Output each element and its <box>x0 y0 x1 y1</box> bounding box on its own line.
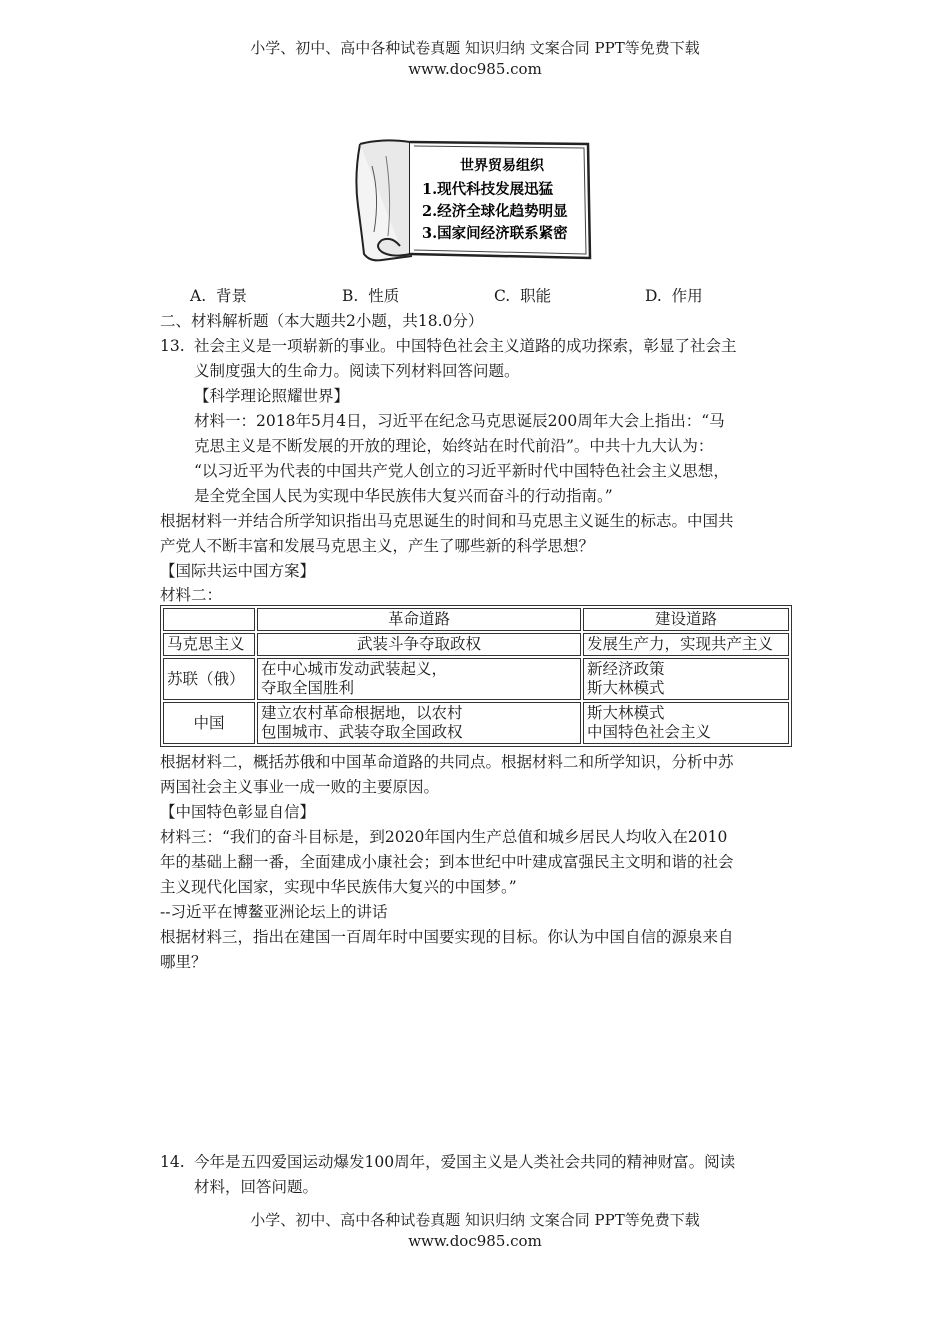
table-header-construction: 建设道路 <box>583 608 789 631</box>
q13-question3-line2: 哪里？ <box>160 953 207 971</box>
q13-material3-line2: 年的基础上翻一番，全面建成小康社会；到本世纪中叶建成富强民主文明和谐的社会 <box>160 853 734 871</box>
table-row <box>163 633 789 656</box>
table-cell-construction <box>583 658 789 700</box>
q13-question1-line2: 产党人不断丰富和发展马克思主义，产生了哪些新的科学思想？ <box>160 537 595 555</box>
footer-line-1: 小学、初中、高中各种试卷真题 知识归纳 文案合同 PPT等免费下载 <box>250 1211 700 1229</box>
q13-intro-1: 社会主义是一项崭新的事业。中国特色社会主义道路的成功探索，彰显了社会主 <box>194 337 737 355</box>
figure-item-1: 1.现代科技发展迅猛 <box>422 181 554 198</box>
q13-material2-label: 材料二： <box>160 586 223 604</box>
option-b[interactable] <box>342 284 399 309</box>
section-2-heading: 二、材料解析题（本大题共2小题，共18.0分） <box>160 312 484 330</box>
cell-line: 斯大林模式 <box>587 704 665 722</box>
table-row-name: 中国 <box>163 702 255 744</box>
q13-part1-title: 【科学理论照耀世界】 <box>194 387 350 405</box>
table-cell-construction <box>583 702 789 744</box>
q14-line1: 今年是五四爱国运动爆发100周年，爱国主义是人类社会共同的精神财富。阅读 <box>194 1153 736 1171</box>
scroll-drawing <box>352 136 592 266</box>
option-c-text: 职能 <box>520 287 552 305</box>
table-cell-revolution <box>257 658 581 700</box>
q13-part2-title: 【国际共运中国方案】 <box>160 562 316 580</box>
q13-material1-line1: 材料一：2018年5月4日，习近平在纪念马克思诞辰200周年大会上指出：“马 <box>194 412 725 430</box>
table-row-name: 苏联（俄） <box>163 658 255 700</box>
option-c[interactable] <box>494 284 551 309</box>
option-b-letter: B. <box>342 287 359 305</box>
header-line-1: 小学、初中、高中各种试卷真题 知识归纳 文案合同 PPT等免费下载 <box>250 39 700 57</box>
option-b-text: 性质 <box>368 287 400 305</box>
table-cell-construction <box>583 633 789 656</box>
cell-line: 建立农村革命根据地，以农村 <box>261 704 463 722</box>
option-a[interactable] <box>190 284 247 309</box>
header-url: www.doc985.com <box>408 60 542 78</box>
q13-question1-line1: 根据材料一并结合所学知识指出马克思诞生的时间和马克思主义诞生的标志。中国共 <box>160 512 734 530</box>
option-d-text: 作用 <box>671 287 703 305</box>
table-header-empty <box>163 608 255 631</box>
q14-number: 14. <box>160 1153 185 1171</box>
q13-question2-line1: 根据材料二，概括苏俄和中国革命道路的共同点。根据材料二和所学知识，分析中苏 <box>160 753 734 771</box>
q13-material1-line3: “以习近平为代表的中国共产党人创立的习近平新时代中国特色社会主义思想， <box>194 462 729 480</box>
material2-table <box>160 605 792 747</box>
q13-question2-line2: 两国社会主义事业一成一败的主要原因。 <box>160 778 440 796</box>
table-header-row <box>163 608 789 631</box>
q13-intro-2: 义制度强大的生命力。阅读下列材料回答问题。 <box>194 362 520 380</box>
q13-material3-source: --习近平在博鳌亚洲论坛上的讲话 <box>160 903 388 921</box>
cell-line: 新经济政策 <box>587 660 665 678</box>
cell-line: 中国特色社会主义 <box>587 723 712 741</box>
figure-item-3: 3.国家间经济联系紧密 <box>422 225 568 242</box>
table-row-name: 马克思主义 <box>163 633 255 656</box>
q14-line2: 材料，回答问题。 <box>194 1178 319 1196</box>
table-cell-revolution <box>257 633 581 656</box>
table-row <box>163 658 789 700</box>
q13-material3-line1: 材料三：“我们的奋斗目标是，到2020年国内生产总值和城乡居民人均收入在2010 <box>160 828 728 846</box>
figure-title: 世界贸易组织 <box>460 158 544 174</box>
option-d[interactable] <box>645 284 703 309</box>
cell-line: 包围城市、武装夺取全国政权 <box>261 723 463 741</box>
table-cell-revolution <box>257 702 581 744</box>
option-c-letter: C. <box>494 287 511 305</box>
cell-line: 斯大林模式 <box>587 679 665 697</box>
q13-number: 13. <box>160 337 185 355</box>
page-header <box>0 38 950 80</box>
page-footer <box>0 1210 950 1252</box>
option-a-letter: A. <box>190 287 207 305</box>
table-header-revolution: 革命道路 <box>257 608 581 631</box>
q13-material3-line3: 主义现代化国家，实现中华民族伟大复兴的中国梦。” <box>160 878 517 896</box>
cell-line: 夺取全国胜利 <box>261 679 355 697</box>
q13-material1-line4: 是全党全国人民为实现中华民族伟大复兴而奋斗的行动指南。” <box>194 487 613 505</box>
q13-part3-title: 【中国特色彰显自信】 <box>160 803 316 821</box>
cell-line: 武装斗争夺取政权 <box>356 635 481 653</box>
wto-scroll-figure <box>352 136 592 266</box>
footer-url: www.doc985.com <box>408 1232 542 1250</box>
cell-line: 在中心城市发动武装起义， <box>261 660 448 678</box>
q13-material1-line2: 克思主义是不断发展的开放的理论，始终站在时代前沿”。中共十九大认为： <box>194 437 714 455</box>
q13-question3-line1: 根据材料三，指出在建国一百周年时中国要实现的目标。你认为中国自信的源泉来自 <box>160 928 734 946</box>
table-row <box>163 702 789 744</box>
figure-item-2: 2.经济全球化趋势明显 <box>422 203 568 220</box>
option-a-text: 背景 <box>215 287 247 305</box>
option-d-letter: D. <box>645 287 662 305</box>
cell-line: 发展生产力，实现共产主义 <box>587 635 774 653</box>
